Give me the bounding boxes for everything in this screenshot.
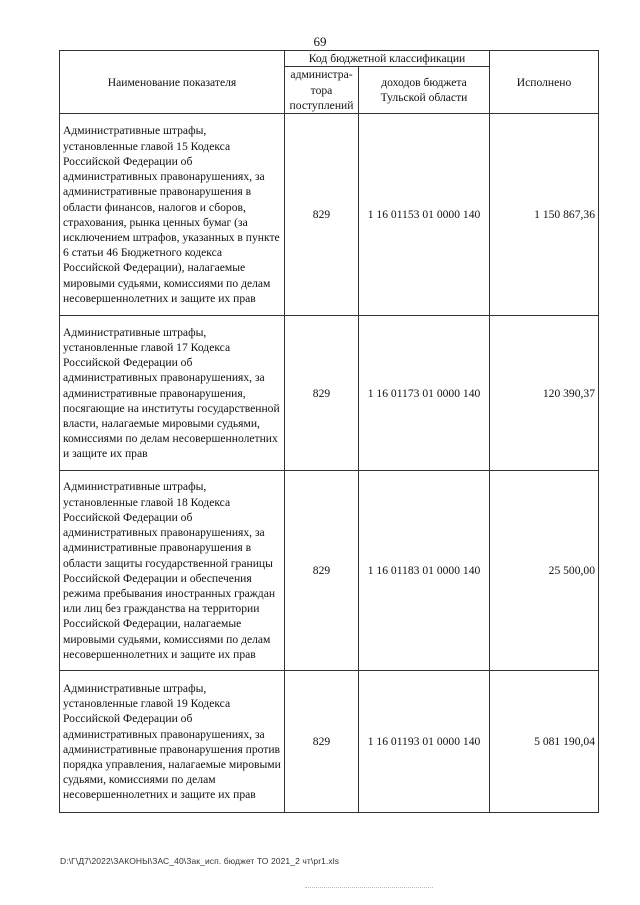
- header-admin-code: администра- тора поступлений: [285, 67, 359, 114]
- header-indicator-name: Наименование показателя: [60, 51, 285, 114]
- row-income-code: 1 16 01193 01 0000 140: [359, 671, 490, 813]
- table-row: [60, 316, 599, 471]
- page-number: 69: [313, 34, 327, 49]
- row-income-code: 1 16 01183 01 0000 140: [359, 471, 490, 671]
- table-row: [60, 471, 599, 671]
- row-income-code: 1 16 01153 01 0000 140: [359, 114, 490, 316]
- row-indicator-name: Административные штрафы, установленные главой 19 Кодекса Российской Федерации об административных правонарушениях, за административные правонарушения против порядка управления, налагаемые мировыми судьями, комиссиями по делам несовершеннолетних и защите их прав: [60, 671, 285, 813]
- header-budget-code-group: Код бюджетной классификации: [285, 51, 490, 67]
- row-income-code: 1 16 01173 01 0000 140: [359, 316, 490, 471]
- table-row: [60, 671, 599, 813]
- file-path-footer: D:\Г\Д7\2022\ЗАКОНЫ\ЗАС_40\Зак_исп. бюджет ТО 2021_2 чт\pr1.xls: [60, 856, 340, 866]
- header-executed: Исполнено: [490, 51, 599, 114]
- row-admin-code: 829: [285, 471, 359, 671]
- header-income-code: доходов бюджета Тульской области: [359, 67, 490, 114]
- row-admin-code: 829: [285, 671, 359, 813]
- row-indicator-name: Административные штрафы, установленные главой 17 Кодекса Российской Федерации об административных правонарушениях, за административные правонарушения, посягающие на институты государственной власти, налагаемые мировыми судьями, комиссиями по делам несовершеннолетних и защите их прав: [60, 316, 285, 471]
- row-executed-amount: 120 390,37: [490, 316, 599, 471]
- row-indicator-name: Административные штрафы, установленные главой 18 Кодекса Российской Федерации об административных правонарушениях, за административные правонарушения в области защиты государственной границы Российской Федерации и обеспечения режима пребывания иностранных граждан или лиц без гражданства на территории Российской Федерации, налагаемые мировыми судьями, комиссиями по делам несовершеннолетних и защите их прав: [60, 471, 285, 671]
- row-executed-amount: 1 150 867,36: [490, 114, 599, 316]
- row-admin-code: 829: [285, 114, 359, 316]
- row-executed-amount: 25 500,00: [490, 471, 599, 671]
- row-executed-amount: 5 081 190,04: [490, 671, 599, 813]
- table-row: [60, 114, 599, 316]
- row-indicator-name: Административные штрафы, установленные главой 15 Кодекса Российской Федерации об административных правонарушениях, за административные правонарушения в области финансов, налогов и сборов, страхования, рынка ценных бумаг (за исключением штрафов, указанных в пункте 6 статьи 46 Бюджетного кодекса Российской Федерации), налагаемые мировыми судьями, комиссиями по делам несовершеннолетних и защите их прав: [60, 114, 285, 316]
- divider: [305, 887, 433, 888]
- row-admin-code: 829: [285, 316, 359, 471]
- budget-classification-table: [59, 50, 599, 813]
